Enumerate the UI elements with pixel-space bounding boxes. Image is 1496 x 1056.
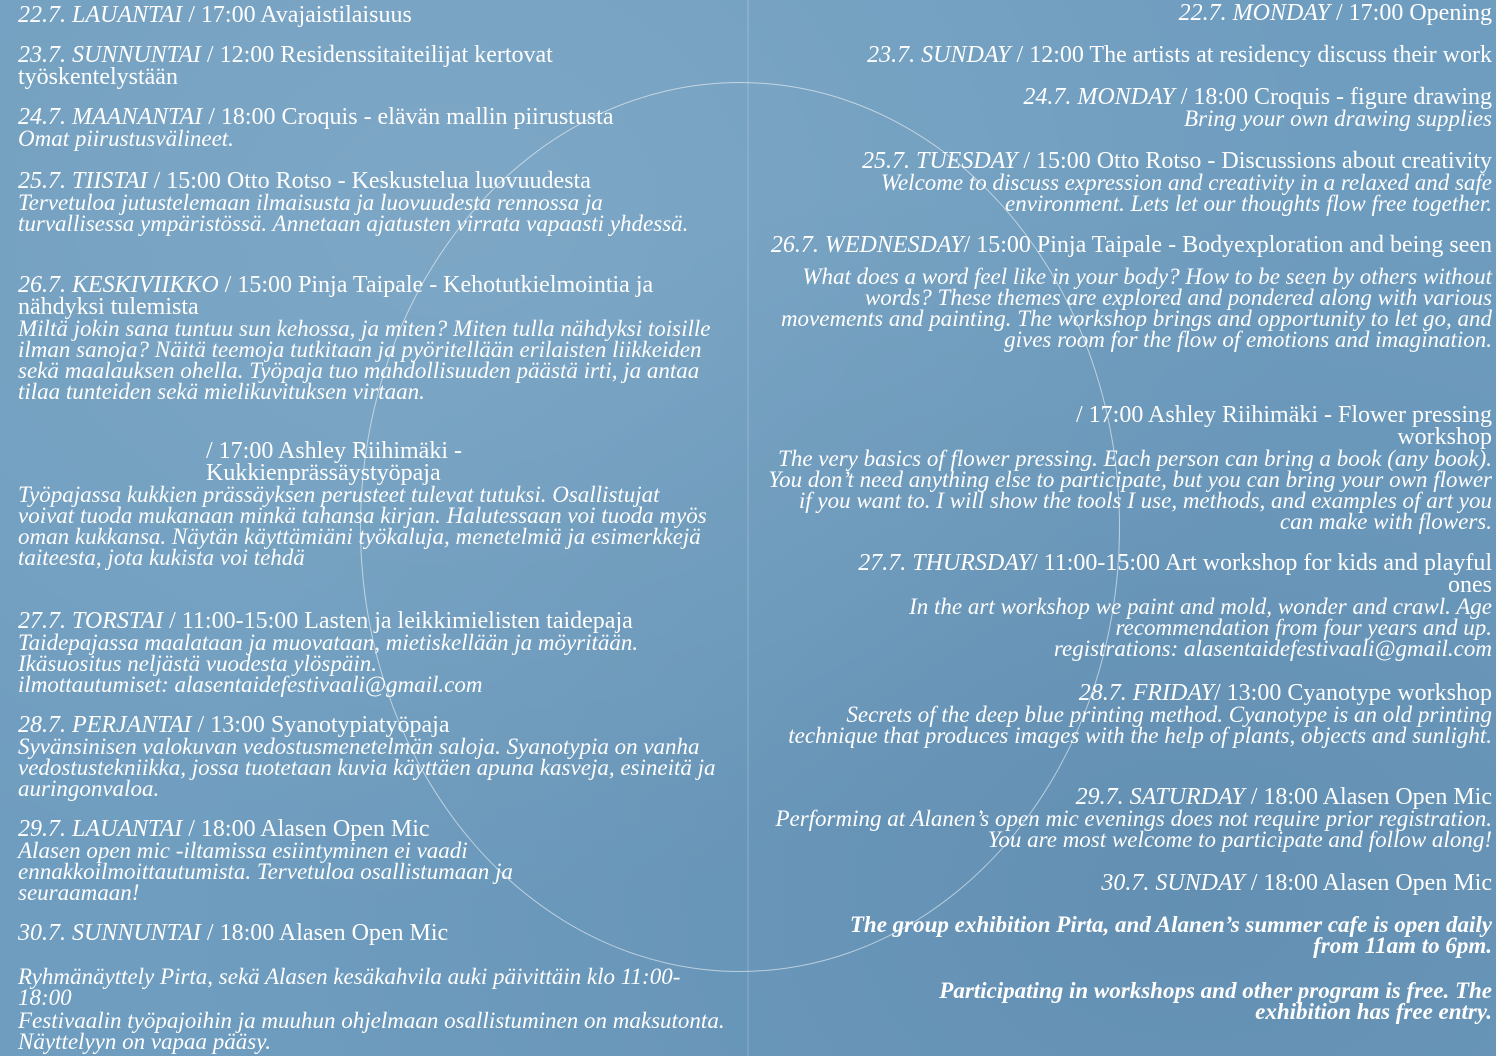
event-l3 <box>18 106 736 149</box>
event-r10 <box>764 872 1492 894</box>
event-r3 <box>764 86 1492 129</box>
event-title: / 13:00 Cyanotype workshop <box>1214 680 1492 706</box>
event-description: Taidepajassa maalataan ja muovataan, mietiskellään ja möyritään. Ikäsuositus neljästä vuodesta ylöspäin. <box>18 630 639 676</box>
event-description: Bring your own drawing supplies <box>1184 106 1492 131</box>
event-l6 <box>18 440 718 568</box>
event-date: 28.7. PERJANTAI <box>18 712 192 738</box>
event-r6 <box>764 404 1492 532</box>
event-date: 26.7. WEDNESDAY <box>770 232 964 258</box>
event-description: Performing at Alanen’s open mic evenings does not require prior registration. You are most welcome to participate and follow along! <box>775 806 1492 852</box>
event-date: 23.7. SUNDAY <box>867 42 1011 68</box>
event-description: Tervetuloa jutustelemaan ilmaisusta ja luovuudesta rennossa ja turvallisessa ympäristössä. Annetaan ajatusten virrata vapaasti yhdessä. <box>18 190 689 236</box>
event-r1 <box>764 2 1492 24</box>
event-description: Syvänsinisen valokuvan vedostusmenetelmän saloja. Syanotypia on vanha vedostustekniikka, jossa tuotetaan kuvia käyttäen apuna kasveja, esineitä ja auringonvaloa. <box>18 734 716 801</box>
event-date: 28.7. FRIDAY <box>1078 680 1215 706</box>
event-title: / 15:00 Pinja Taipale - Kehotutkielmointia ja nähdyksi tulemista <box>18 272 654 320</box>
registration-email: ilmottautumiset: alasentaidefestivaali@gmail.com <box>18 672 483 697</box>
event-r2 <box>764 44 1492 66</box>
event-date: 24.7. MONDAY <box>1023 84 1175 110</box>
event-title: / 15:00 Otto Rotso - Discussions about creativity <box>1017 148 1492 174</box>
exhibition-note: Ryhmänäyttely Pirta, sekä Alasen kesäkahvila auki päivittäin klo 11:00-18:00 <box>18 964 681 1010</box>
event-title: / 18:00 Alasen Open Mic <box>1244 870 1492 896</box>
event-date: 22.7. LAUANTAI <box>18 2 183 28</box>
event-date: 25.7. TUESDAY <box>862 148 1018 174</box>
event-r9 <box>764 786 1492 850</box>
exhibition-note: The group exhibition Pirta, and Alanen’s summer cafe is open daily from 11am to 6pm. <box>849 912 1492 958</box>
event-date: 29.7. LAUANTAI <box>18 816 183 842</box>
event-description: What does a word feel like in your body? How to be seen by others without words? These themes are explored and pondered along with various movements and painting. The workshop brings and opportunity to let go, and gives room for the flow of emotions and imagination. <box>780 264 1492 352</box>
event-date: 24.7. MAANANTAI <box>18 104 203 130</box>
event-l4 <box>18 170 708 234</box>
event-l1 <box>18 4 736 26</box>
event-title: / 18:00 Alasen Open Mic <box>200 920 449 946</box>
event-r7 <box>764 552 1492 659</box>
registration-email: registrations: alasentaidefestivaali@gmail.com <box>1053 636 1492 661</box>
event-date: 27.7. THURSDAY <box>858 550 1031 576</box>
event-title: / 17:00 Avajaistilaisuus <box>182 2 412 28</box>
event-description: Alasen open mic -iltamissa esiintyminen ei vaadi ennakkoilmoittautumista. Tervetuloa osallistumaan ja seuraamaan! <box>18 838 513 905</box>
event-date: 30.7. SUNNUNTAI <box>18 920 201 946</box>
event-date: 22.7. MONDAY <box>1178 0 1330 26</box>
page-fold <box>747 0 749 1056</box>
event-title: / 13:00 Syanotypiatyöpaja <box>191 712 450 738</box>
event-title: / 18:00 Croquis - elävän mallin piirustusta <box>202 104 614 130</box>
event-date: 25.7. TIISTAI <box>18 168 148 194</box>
event-l10 <box>18 922 736 944</box>
event-title: / 11:00-15:00 Art workshop for kids and playful ones <box>1030 550 1492 598</box>
event-date: 23.7. SUNNUNTAI <box>18 42 201 68</box>
free-entry-note: Festivaalin työpajoihin ja muuhun ohjelmaan osallistuminen on maksutonta. Näyttelyyn on vapaa pääsy. <box>18 1008 725 1054</box>
event-title: / 17:00 Opening <box>1330 0 1492 26</box>
event-l8 <box>18 714 730 799</box>
event-r8 <box>764 682 1492 746</box>
event-title: / 12:00 Residenssitaiteilijat kertovat työskentelystään <box>18 42 553 90</box>
event-l9 <box>18 818 598 903</box>
event-description: Secrets of the deep blue printing method. Cyanotype is an old printing technique that produces images with the help of plants, objects and sunlight. <box>788 702 1492 748</box>
event-title: / 18:00 Alasen Open Mic <box>1244 784 1492 810</box>
event-title: / 17:00 Ashley Riihimäki - Flower pressing workshop <box>1076 402 1492 450</box>
event-description: Omat piirustusvälineet. <box>18 126 234 151</box>
event-description: Työpajassa kukkien prässäyksen perusteet tulevat tutuksi. Osallistujat voivat tuoda mukanaan minkä tahansa kirjan. Halutessaan voi tuoda myös oman kukkansa. Näytän käyttämiäni työkaluja, menetelmiä ja esimerkkejä taiteesta, jota kukista voi tehdä <box>18 482 707 570</box>
event-date: 27.7. TORSTAI <box>18 608 164 634</box>
event-l7 <box>18 610 734 695</box>
event-r5 <box>764 234 1492 350</box>
event-l5 <box>18 274 733 402</box>
event-title: / 18:00 Alasen Open Mic <box>182 816 430 842</box>
event-date: 26.7. KESKIVIIKKO <box>18 272 219 298</box>
event-title: / 11:00-15:00 Lasten ja leikkimielisten taidepaja <box>163 608 633 634</box>
free-entry-note: Participating in workshops and other program is free. The exhibition has free entry. <box>939 978 1492 1024</box>
event-date: 30.7. SUNDAY <box>1101 870 1245 896</box>
event-title: / 15:00 Otto Rotso - Keskustelua luovuudesta <box>147 168 591 194</box>
event-description: In the art workshop we paint and mold, wonder and crawl. Age recommendation from four years and up. <box>909 594 1492 640</box>
event-description: Welcome to discuss expression and creativity in a relaxed and safe environment. Lets let our thoughts flow free together. <box>880 170 1492 216</box>
event-l2 <box>18 44 658 88</box>
event-r4 <box>764 150 1492 214</box>
event-description: Miltä jokin sana tuntuu sun kehossa, ja miten? Miten tulla nähdyksi toisille ilman sanoja? Näitä teemoja tutkitaan ja pyöritellään erilaisten liikkeiden sekä maalauksen ohella. Työpaja tuo mahdollisuuden päästä irti, ja antaa tilaa tunteiden sekä mielikuvituksen virtaan. <box>18 316 711 404</box>
event-title: / 18:00 Croquis - figure drawing <box>1174 84 1492 110</box>
event-title: / 15:00 Pinja Taipale - Bodyexploration and being seen <box>963 232 1492 258</box>
event-date: 29.7. SATURDAY <box>1075 784 1245 810</box>
event-description: The very basics of flower pressing. Each person can bring a book (any book). You don’t need anything else to participate, but you can bring your own flower if you want to. I will show the tools I use, methods, and examples of art you can make with flowers. <box>768 446 1492 534</box>
event-title: / 12:00 The artists at residency discuss their work <box>1010 42 1492 68</box>
event-title: / 17:00 Ashley Riihimäki - Kukkienprässäystyöpaja <box>206 438 462 486</box>
